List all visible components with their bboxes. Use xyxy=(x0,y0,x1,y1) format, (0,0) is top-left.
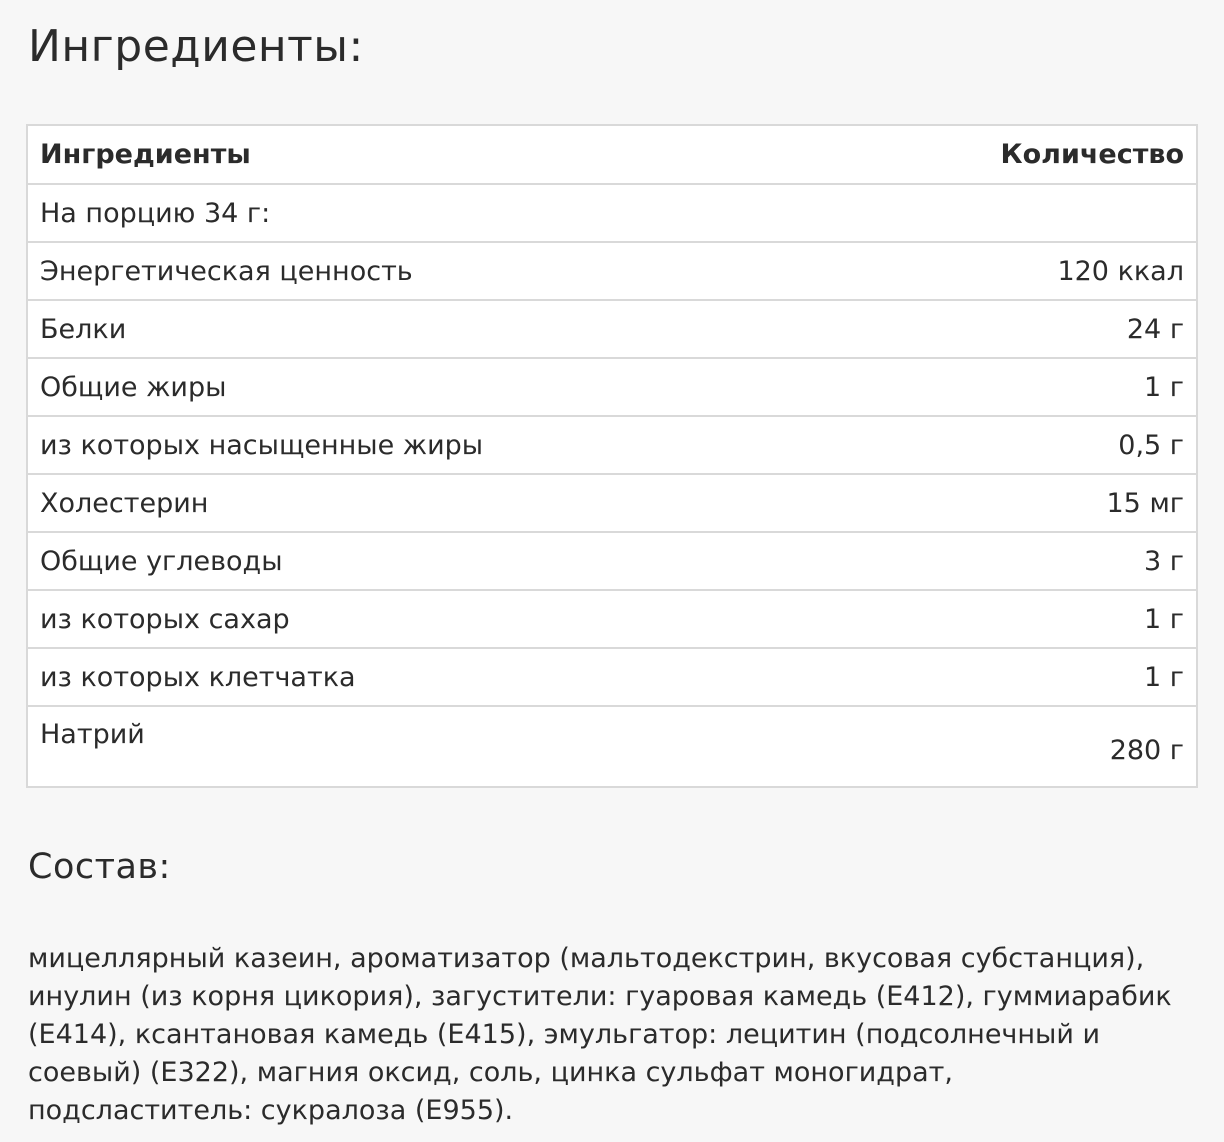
row-name: Натрий xyxy=(40,719,145,750)
table-row xyxy=(28,648,1196,706)
ingredients-heading: Ингредиенты: xyxy=(28,21,364,72)
table-row xyxy=(28,184,1196,242)
table-row xyxy=(28,358,1196,416)
row-amount: 1 г xyxy=(846,590,1196,648)
row-name: На порцию 34 г: xyxy=(28,184,846,242)
table-row xyxy=(28,300,1196,358)
composition-heading: Состав: xyxy=(28,847,171,887)
table-row xyxy=(28,590,1196,648)
column-header-amount: Количество xyxy=(846,126,1196,184)
table-row xyxy=(28,532,1196,590)
nutrition-table xyxy=(26,124,1198,788)
row-name: Общие углеводы xyxy=(28,532,846,590)
row-amount: 0,5 г xyxy=(846,416,1196,474)
row-amount: 1 г xyxy=(846,648,1196,706)
row-name: Общие жиры xyxy=(28,358,846,416)
table-row xyxy=(28,416,1196,474)
table-header-row xyxy=(28,126,1196,184)
row-amount xyxy=(846,184,1196,242)
row-amount: 1 г xyxy=(846,358,1196,416)
table-row xyxy=(28,474,1196,532)
row-amount: 24 г xyxy=(846,300,1196,358)
row-amount: 280 г xyxy=(1109,735,1184,766)
row-name: Холестерин xyxy=(28,474,846,532)
table-row xyxy=(28,242,1196,300)
table-row xyxy=(28,706,1196,786)
row-name: из которых насыщенные жиры xyxy=(28,416,846,474)
row-amount: 15 мг xyxy=(846,474,1196,532)
composition-text: мицеллярный казеин, ароматизатор (мальтодекстрин, вкусовая субстанция), инулин (из корня цикория), загустители: гуаровая камедь (Е412), гуммиарабик (Е414), ксантановая камедь (Е415), эмульгатор: лецитин (подсолнечный и соевый) (Е322), магния оксид, соль, цинка сульфат моногидрат, подсластитель: сукралоза (Е955). xyxy=(28,943,1172,1126)
row-name: Энергетическая ценность xyxy=(28,242,846,300)
row-name: из которых сахар xyxy=(28,590,846,648)
row-amount: 120 ккал xyxy=(846,242,1196,300)
row-name: из которых клетчатка xyxy=(28,648,846,706)
column-header-ingredient: Ингредиенты xyxy=(28,126,846,184)
row-amount: 3 г xyxy=(846,532,1196,590)
row-name: Белки xyxy=(28,300,846,358)
